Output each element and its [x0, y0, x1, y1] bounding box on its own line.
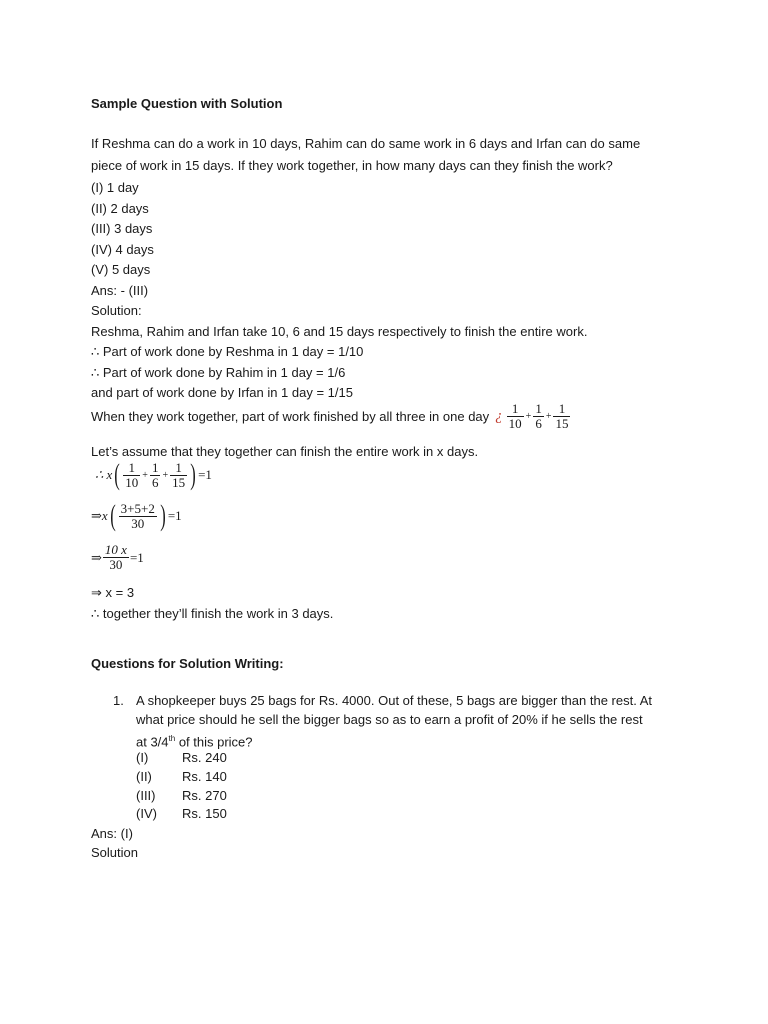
solution-line-3: ∴ Part of work done by Rahim in 1 day = 1/6: [91, 365, 346, 380]
fraction-numerator: 1: [535, 401, 542, 416]
option-2: (II) 2 days: [91, 201, 149, 216]
fraction-1-6: [150, 461, 161, 490]
equation-2-prefix: ⇒x: [91, 508, 108, 523]
q1-line-2: what price should he sell the bigger bags so as to earn a profit of 20% if he sells the rest: [136, 712, 643, 727]
fraction-sum: [119, 502, 157, 531]
q1-line-1: A shopkeeper buys 25 bags for Rs. 4000. Out of these, 5 bags are bigger than the rest. At: [136, 693, 652, 708]
option-value: Rs. 140: [182, 769, 227, 784]
fraction-1-15: [553, 402, 570, 431]
question-line-2: piece of work in 15 days. If they work together, in how many days can they finish the work?: [91, 158, 613, 173]
solution-line-5: [91, 402, 571, 431]
equation-3-prefix: ⇒: [91, 549, 102, 565]
writing-solution-label: Solution: [91, 845, 138, 860]
solution-label: Solution:: [91, 303, 142, 318]
left-paren: (: [114, 458, 121, 491]
fraction-denominator: 15: [172, 474, 186, 490]
conclusion: ∴ together they’ll finish the work in 3 days.: [91, 606, 334, 621]
right-paren: ): [160, 499, 166, 532]
q1-option-1: [136, 749, 227, 766]
fraction-numerator: 10 x: [104, 542, 127, 557]
equation-1-prefix: ∴ x: [95, 467, 113, 482]
option-number: (III): [136, 788, 156, 803]
equation-3: [91, 543, 144, 572]
sample-heading: Sample Question with Solution: [91, 96, 283, 111]
option-value: Rs. 270: [182, 788, 227, 803]
q1-line-3: [136, 730, 253, 750]
writing-answer: Ans: (I): [91, 826, 133, 841]
sample-answer: Ans: - (III): [91, 283, 149, 298]
solution-line-1: Reshma, Rahim and Irfan take 10, 6 and 15 days respectively to finish the entire work.: [91, 324, 588, 339]
q1-option-3: [136, 787, 227, 804]
q1-line-3-pre: at 3/4: [136, 734, 169, 750]
plus-sign: +: [525, 411, 532, 422]
option-value: Rs. 150: [182, 806, 227, 821]
q1-option-4: [136, 805, 227, 822]
fraction-numerator: 1: [151, 459, 159, 475]
q1-line-3-post: of this price?: [175, 734, 253, 750]
solution-line-2: ∴ Part of work done by Reshma in 1 day = 1/10: [91, 344, 364, 359]
writing-heading: Questions for Solution Writing:: [91, 656, 284, 671]
equation-2-rhs: =1: [167, 508, 182, 523]
option-number: (I): [136, 750, 149, 765]
right-paren: ): [190, 458, 196, 491]
plus-sign: +: [162, 469, 169, 481]
fraction-denominator: 15: [555, 416, 569, 431]
option-4: (IV) 4 days: [91, 242, 154, 257]
option-number: (II): [136, 769, 152, 784]
fraction-numerator: 1: [507, 402, 524, 417]
ordinal-suffix: th: [168, 734, 176, 743]
fraction-denominator: 30: [109, 557, 123, 572]
option-3: (III) 3 days: [91, 221, 153, 236]
fraction-numerator: 1: [123, 461, 140, 476]
q1-option-2: [136, 768, 227, 785]
left-paren: (: [109, 499, 116, 532]
fraction-denominator: 30: [131, 515, 145, 531]
fraction-numerator: 1: [553, 402, 570, 417]
solution-line-4: and part of work done by Irfan in 1 day = 1/15: [91, 385, 353, 400]
fraction-denominator: 6: [535, 416, 542, 431]
fraction-denominator: 6: [151, 474, 159, 490]
fraction-1-10: [507, 402, 524, 431]
option-1: (I) 1 day: [91, 180, 139, 195]
option-5: (V) 5 days: [91, 262, 151, 277]
option-number: (IV): [136, 806, 157, 821]
equation-1: [91, 460, 212, 490]
plus-sign: +: [142, 469, 148, 481]
question-line-1: If Reshma can do a work in 10 days, Rahim can do same work in 6 days and Irfan can do same: [91, 136, 641, 151]
equation-1-rhs: =1: [198, 467, 212, 482]
solution-line-5-text: When they work together, part of work finished by all three in one day: [91, 409, 490, 424]
fraction-10x-30: [103, 543, 129, 572]
equation-4: ⇒ x = 3: [91, 585, 135, 600]
fraction-numerator: 3+5+2: [120, 500, 155, 516]
fraction-denominator: 10: [508, 416, 522, 431]
question-number: 1.: [113, 693, 124, 708]
fraction-numerator: 1: [170, 461, 187, 476]
fraction-1-6: [533, 402, 544, 431]
inverted-question-glyph: ¿: [495, 408, 503, 424]
fraction-1-10: [123, 461, 140, 490]
fraction-1-15: [170, 461, 187, 490]
fraction-denominator: 10: [125, 474, 139, 490]
option-value: Rs. 240: [182, 750, 227, 765]
equation-3-rhs: =1: [129, 549, 144, 565]
solution-line-6: Let’s assume that they together can finish the entire work in x days.: [91, 444, 479, 459]
equation-2: [91, 501, 182, 531]
plus-sign: +: [545, 411, 552, 422]
